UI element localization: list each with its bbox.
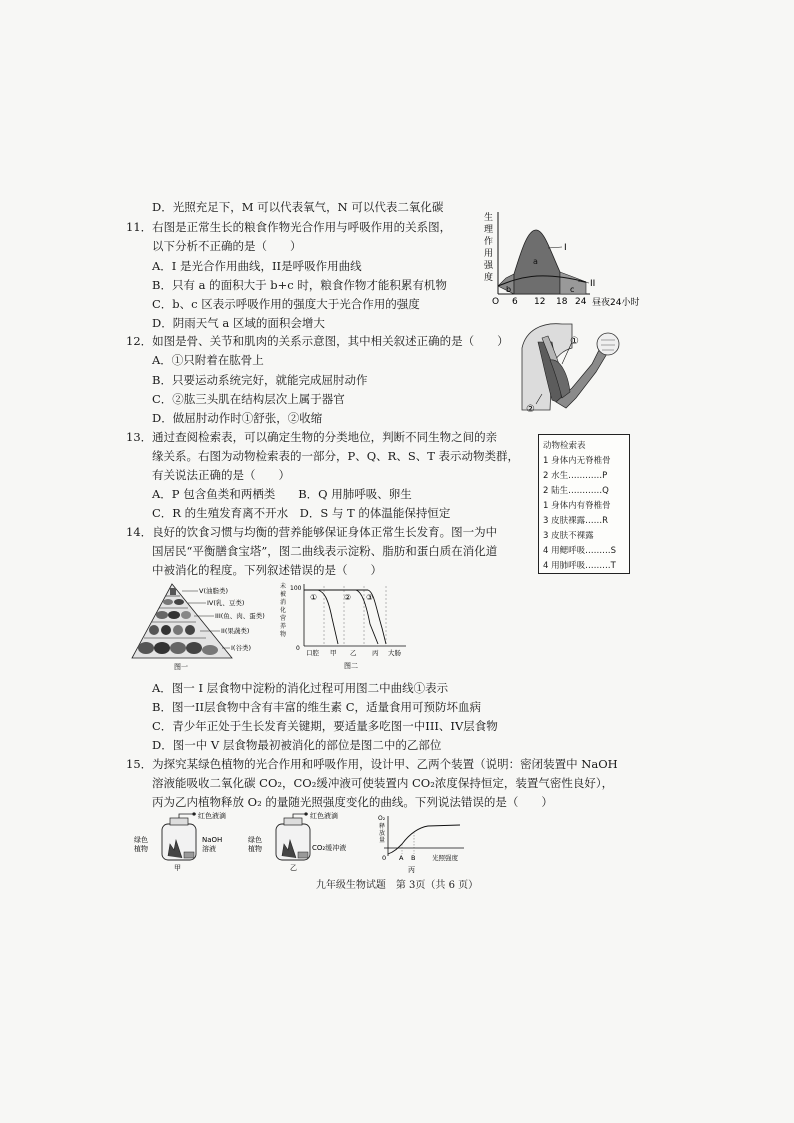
svg-text:强: 强: [484, 261, 494, 271]
q14-fig2-caption: 图二: [344, 662, 358, 670]
yi-plant-label-2: 植物: [248, 845, 262, 853]
q12-option-a: A．①只附着在肱骨上: [152, 353, 264, 367]
svg-text:释: 释: [379, 823, 386, 830]
q11-xlabel: 昼夜24小时: [592, 298, 640, 308]
q14-curve-label-1: ①: [310, 593, 318, 602]
bean-icon: [174, 599, 184, 605]
svg-text:III(鱼、肉、蛋类): III(鱼、肉、蛋类): [215, 612, 265, 620]
q11-stem-line1: 11．右图是正常生长的粮食作物光合作用与呼吸作用的关系图，: [126, 220, 452, 234]
egg-icon: [181, 611, 191, 619]
q11-tick-12: 12: [534, 297, 546, 307]
key-row: 3 皮肤不裸露: [543, 531, 594, 541]
jia-drop-label: 红色液滴: [198, 812, 226, 820]
fruit-icon: [149, 625, 159, 635]
key-row: 1 身体内有脊椎骨: [543, 501, 611, 511]
svg-text:生: 生: [484, 213, 494, 223]
q11-ylabel: [484, 211, 494, 283]
bing-o2-curve: [388, 825, 460, 854]
oil-bottle-icon: [170, 588, 176, 595]
svg-text:消: 消: [280, 599, 287, 606]
q14-stem-line3: 中被消化的程度。下列叙述错误的是（ ）: [152, 563, 382, 577]
q11-label-i: I: [564, 243, 567, 253]
q15-stem-line2: 溶液能吸收二氧化碳 CO₂，CO₂缓冲液可使装置内 CO₂浓度保持恒定，装置气密性良好），: [152, 776, 614, 790]
key-row: 3 皮肤裸露……R: [543, 516, 609, 526]
bing-caption: 丙: [408, 866, 415, 874]
q14-fig1-caption: 图一: [174, 663, 188, 671]
q14-curve-label-2: ②: [344, 593, 352, 602]
svg-text:物: 物: [280, 631, 287, 638]
q12-option-b: B．只要运动系统完好，就能完成屈肘动作: [152, 373, 368, 387]
svg-text:作: 作: [484, 237, 494, 247]
q15-stem-line1: 15．为探究某绿色植物的光合作用和呼吸作用，设计甲、乙两个装置（说明：密闭装置中 NaOH: [126, 757, 618, 771]
svg-text:大肠: 大肠: [388, 649, 401, 657]
key-row: 2 陆生…………Q: [543, 486, 609, 496]
yi-red-drop: [304, 812, 307, 815]
q14-option-a: A．图一 I 层食物中淀粉的消化过程可用图二中曲线①表示: [152, 681, 449, 695]
q15-device-jia: [130, 812, 242, 874]
q12-option-d: D．做屈肘动作时①舒张，②收缩: [152, 411, 323, 425]
yi-solution-label: CO₂缓冲液: [312, 844, 347, 852]
svg-text:V(油脂类): V(油脂类): [199, 587, 229, 595]
svg-text:量: 量: [379, 837, 386, 844]
svg-text:I(谷类): I(谷类): [231, 644, 251, 652]
q14-option-b: B．图一II层食物中含有丰富的维生素 C，适量食用可预防坏血病: [152, 700, 481, 714]
q14-option-c: C．青少年正处于生长发育关键期，要适量多吃图一中III、IV层食物: [152, 719, 498, 733]
q11-label-b: b: [506, 285, 512, 294]
jia-plant-label-2: 植物: [134, 845, 148, 853]
key-row: 2 水生…………P: [543, 471, 608, 481]
q15-chart-bing: [376, 812, 480, 876]
q15-stem-line3: 丙为乙内植物释放 O₂ 的量随光照强度变化的曲线。下列说法错误的是（ ）: [152, 795, 553, 809]
q12-label-2: ②: [526, 404, 535, 414]
q13-options-cd: C．R 的生殖发育离不开水 D．S 与 T 的体温能保持恒定: [152, 506, 451, 520]
bing-xlabel: 光照强度: [432, 854, 458, 862]
svg-text:乙: 乙: [350, 649, 357, 657]
svg-text:化: 化: [280, 607, 287, 614]
yi-plant-label-1: 绿色: [248, 836, 262, 844]
q12-arm-figure: [512, 318, 636, 414]
q11-label-a: a: [533, 257, 538, 266]
milk-icon: [163, 599, 173, 605]
q11-option-c: C．b、c 区表示呼吸作用的强度大于光合作用的强度: [152, 297, 420, 311]
svg-text:O₂: O₂: [378, 815, 386, 822]
jia-naoh-beaker: [184, 852, 194, 858]
svg-text:放: 放: [379, 830, 386, 837]
q11-tick-24: 24: [575, 297, 587, 307]
q11-option-a: A．I 是光合作用曲线，II是呼吸作用曲线: [152, 259, 362, 273]
q14-stem-line1: 14．良好的饮食习惯与均衡的营养能够保证身体正常生长发育。图一为中: [126, 525, 498, 539]
svg-text:IV(乳、豆类): IV(乳、豆类): [207, 599, 245, 607]
jia-plant-label-1: 绿色: [134, 836, 148, 844]
grain-icon: [138, 642, 154, 654]
yi-buffer-beaker: [298, 852, 308, 858]
q11-tick-18: 18: [556, 297, 568, 307]
key-row: 1 身体内无脊椎骨: [543, 456, 611, 466]
q12-label-1: ①: [570, 336, 579, 347]
svg-text:度: 度: [484, 273, 494, 283]
q15-device-yi: [246, 812, 372, 874]
q11-figure: [478, 208, 648, 310]
q10-option-d: D．光照充足下，M 可以代表氧气，N 可以代表二氧化碳: [152, 200, 444, 214]
rice-icon: [170, 642, 186, 654]
page-footer: 九年级生物试题 第 3页（共 6 页）: [315, 880, 479, 891]
key-table-title: 动物检索表: [543, 441, 586, 451]
q11-stem-line2: 以下分析不正确的是（ ）: [152, 239, 302, 253]
q14-fig2-y0: 0: [296, 645, 300, 652]
q11-tick-6: 6: [512, 297, 518, 307]
q14-food-pyramid: [126, 580, 276, 672]
yi-drop-label: 红色液滴: [310, 812, 338, 820]
key-row: 4 用鳃呼吸………S: [543, 546, 617, 556]
q13-options-ab: A．P 包含鱼类和两栖类 B．Q 用肺呼吸、卵生: [152, 487, 412, 501]
jia-red-drop: [192, 812, 195, 815]
bing-ylabel: [378, 815, 386, 844]
fish-icon: [156, 611, 168, 619]
q11-origin: O: [492, 297, 500, 307]
q14-option-d: D．图一中 V 层食物最初被消化的部位是图二中的乙部位: [152, 738, 442, 752]
q14-digestion-chart: [278, 578, 412, 674]
q14-fig2-ylabel: [280, 582, 286, 638]
q12-option-c: C．②肱三头肌在结构层次上属于器官: [152, 392, 345, 406]
key-row: 4 用肺呼吸………T: [543, 561, 616, 571]
svg-text:丙: 丙: [372, 649, 379, 657]
jia-solution-label-2: 溶液: [202, 845, 216, 853]
q11-option-b: B．只有 a 的面积大于 b+c 时，粮食作物才能积累有机物: [152, 278, 447, 292]
bing-origin: 0: [382, 854, 387, 862]
q13-stem-line3: 有关说法正确的是（ ）: [152, 468, 290, 482]
svg-text:养: 养: [280, 623, 287, 630]
q14-stem-line2: 国居民“平衡膳食宝塔”，图二曲线表示淀粉、脂肪和蛋白质在消化道: [152, 544, 498, 558]
q11-option-d: D．阴雨天气 a 区域的面积会增大: [152, 316, 325, 330]
vegetable-icon: [185, 625, 195, 635]
fruit-icon: [173, 625, 183, 635]
grain-icon: [202, 645, 218, 655]
svg-text:甲: 甲: [330, 649, 337, 657]
q13-stem-line2: 缘关系。右图为动物检索表的一部分，P、Q、R、S、T 表示动物类群，: [152, 449, 520, 463]
animal-key-table: [538, 434, 630, 574]
q14-fig2-y100: 100: [290, 585, 302, 592]
svg-text:未: 未: [280, 583, 287, 590]
svg-text:用: 用: [484, 249, 494, 259]
q14-curve-label-3: ③: [366, 593, 374, 602]
svg-text:II(果蔬类): II(果蔬类): [221, 627, 250, 635]
q13-stem-line1: 13．通过查阅检索表，可以确定生物的分类地位，判断不同生物之间的亲: [126, 430, 498, 444]
meat-icon: [168, 611, 180, 619]
jia-solution-label-1: NaOH: [202, 836, 223, 844]
bing-tick-a: A: [399, 854, 404, 862]
svg-text:被: 被: [280, 591, 287, 598]
bing-tick-b: B: [411, 854, 416, 862]
svg-text:营: 营: [280, 615, 287, 622]
bread-icon: [154, 642, 170, 654]
q11-label-ii: II: [590, 279, 596, 289]
q12-stem: 12．如图是骨、关节和肌肉的关系示意图，其中相关叙述正确的是（ ）: [126, 334, 509, 348]
svg-text:理: 理: [484, 225, 494, 235]
svg-text:口腔: 口腔: [306, 649, 319, 657]
vegetable-icon: [161, 625, 171, 635]
q11-label-c: c: [570, 285, 575, 294]
yi-caption: 乙: [290, 864, 297, 872]
potato-icon: [186, 642, 202, 654]
jia-caption: 甲: [174, 864, 181, 872]
q12-fist: [597, 333, 619, 355]
q14-fig2-xticks: [306, 648, 402, 657]
